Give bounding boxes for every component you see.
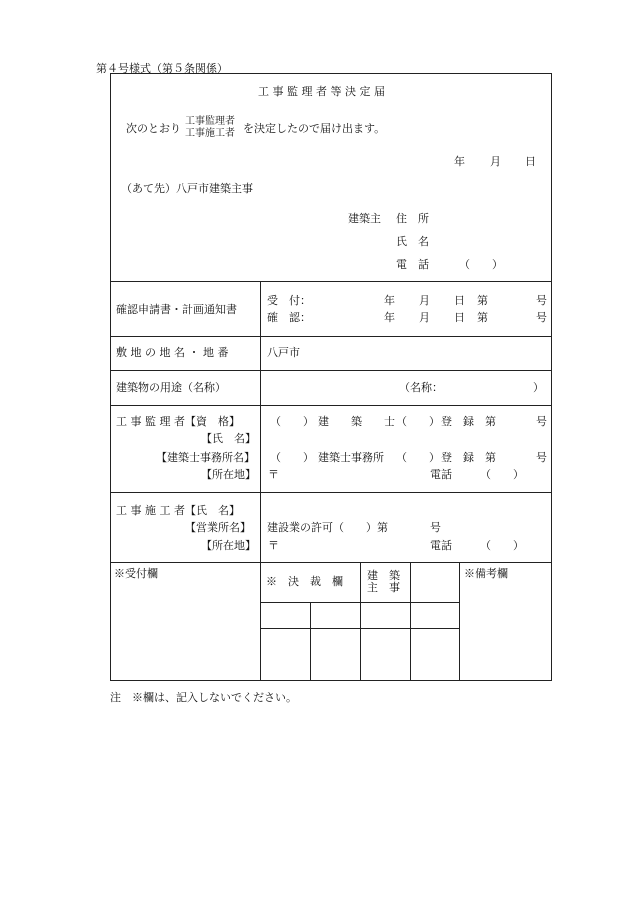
form-frame bbox=[110, 73, 552, 681]
supervisor-label-qualification: 工 事 監 理 者【資 格】 bbox=[116, 415, 240, 428]
confirm-confirm-no: 第 bbox=[477, 311, 488, 324]
supervisor-go: 号 bbox=[536, 415, 547, 428]
applicant-label: 建築主 bbox=[348, 212, 381, 225]
intro-option-contractor: 工事施工者 bbox=[185, 128, 235, 139]
site-value: 八戸市 bbox=[267, 346, 300, 359]
form-title: 工 事 監 理 者 等 決 定 届 bbox=[258, 85, 385, 98]
confirm-receipt-no: 第 bbox=[477, 294, 488, 307]
site-label: 敷 地 の 地 名 ・ 地 番 bbox=[116, 346, 229, 359]
contractor-phone: 電話 bbox=[430, 539, 452, 552]
supervisor-office-reg: 登 録 第 bbox=[441, 451, 496, 464]
contractor-label-name: 工 事 施 工 者【氏 名】 bbox=[116, 504, 240, 517]
footnote: 注 ※欄は、記入しないでください。 bbox=[110, 691, 297, 704]
supervisor-postal: 〒 bbox=[268, 468, 279, 481]
confirm-confirmation: 確 認： bbox=[267, 311, 311, 324]
date-year: 年 bbox=[454, 155, 465, 168]
intro-options bbox=[185, 116, 235, 140]
confirm-receipt-month: 月 bbox=[419, 294, 430, 307]
contractor-license: 建設業の許可（ ）第 bbox=[267, 521, 388, 534]
date-day: 日 bbox=[525, 155, 536, 168]
supervisor-label-office: 【建築士事務所名】 bbox=[156, 451, 255, 464]
confirm-label: 確認申請書・計画通知書 bbox=[116, 303, 237, 316]
supervisor-qual-paren: （ ） bbox=[270, 415, 314, 428]
building-official-top: 建 築 bbox=[367, 569, 400, 582]
confirm-confirm-suffix: 号 bbox=[536, 311, 547, 324]
contractor-postal: 〒 bbox=[268, 539, 279, 552]
usage-value: （名称： bbox=[399, 381, 443, 394]
contractor-phone-paren: （ ） bbox=[480, 539, 524, 552]
supervisor-office-paren: （ ） bbox=[270, 451, 314, 464]
building-official-label bbox=[367, 570, 400, 594]
decision-box-label: ※ 決 裁 欄 bbox=[266, 575, 343, 588]
confirm-confirm-day: 日 bbox=[454, 311, 465, 324]
applicant-phone-paren: （ ） bbox=[459, 258, 503, 271]
supervisor-label-name: 【氏 名】 bbox=[201, 432, 256, 445]
confirm-receipt: 受 付： bbox=[267, 294, 311, 307]
date-month: 月 bbox=[490, 155, 501, 168]
applicant-address-label: 住 所 bbox=[396, 212, 429, 225]
usage-label: 建築物の用途（名称） bbox=[116, 381, 226, 394]
form-number: 第４号様式（第５条関係） bbox=[96, 62, 228, 75]
contractor-go: 号 bbox=[430, 521, 441, 534]
confirm-receipt-suffix: 号 bbox=[536, 294, 547, 307]
supervisor-architect: 建 築 士 bbox=[318, 415, 395, 428]
intro-option-supervisor: 工事監理者 bbox=[185, 116, 235, 127]
supervisor-label-location: 【所在地】 bbox=[201, 468, 256, 481]
building-official-bottom: 主 事 bbox=[367, 581, 400, 594]
supervisor-phone: 電話 bbox=[430, 468, 452, 481]
confirm-confirm-year: 年 bbox=[384, 311, 395, 324]
remarks-box-label: ※備考欄 bbox=[464, 567, 508, 580]
confirm-receipt-day: 日 bbox=[454, 294, 465, 307]
intro-prefix: 次のとおり bbox=[126, 122, 181, 135]
intro-suffix: を決定したので届け出ます。 bbox=[243, 122, 386, 135]
supervisor-reg-paren: （ ） bbox=[396, 415, 440, 428]
confirm-confirm-month: 月 bbox=[419, 311, 430, 324]
supervisor-office-reg-paren: （ ） bbox=[396, 451, 440, 464]
applicant-phone-label: 電 話 bbox=[396, 258, 429, 271]
applicant-name-label: 氏 名 bbox=[396, 235, 429, 248]
supervisor-office: 建築士事務所 bbox=[318, 451, 384, 464]
contractor-label-office: 【営業所名】 bbox=[185, 521, 251, 534]
reception-box-label: ※受付欄 bbox=[114, 567, 158, 580]
addressee: （あて先）八戸市建築主事 bbox=[121, 182, 253, 195]
confirm-receipt-year: 年 bbox=[384, 294, 395, 307]
supervisor-reg: 登 録 第 bbox=[441, 415, 496, 428]
supervisor-office-go: 号 bbox=[536, 451, 547, 464]
usage-close: ） bbox=[533, 381, 544, 394]
supervisor-phone-paren: （ ） bbox=[480, 468, 524, 481]
contractor-label-location: 【所在地】 bbox=[201, 539, 256, 552]
